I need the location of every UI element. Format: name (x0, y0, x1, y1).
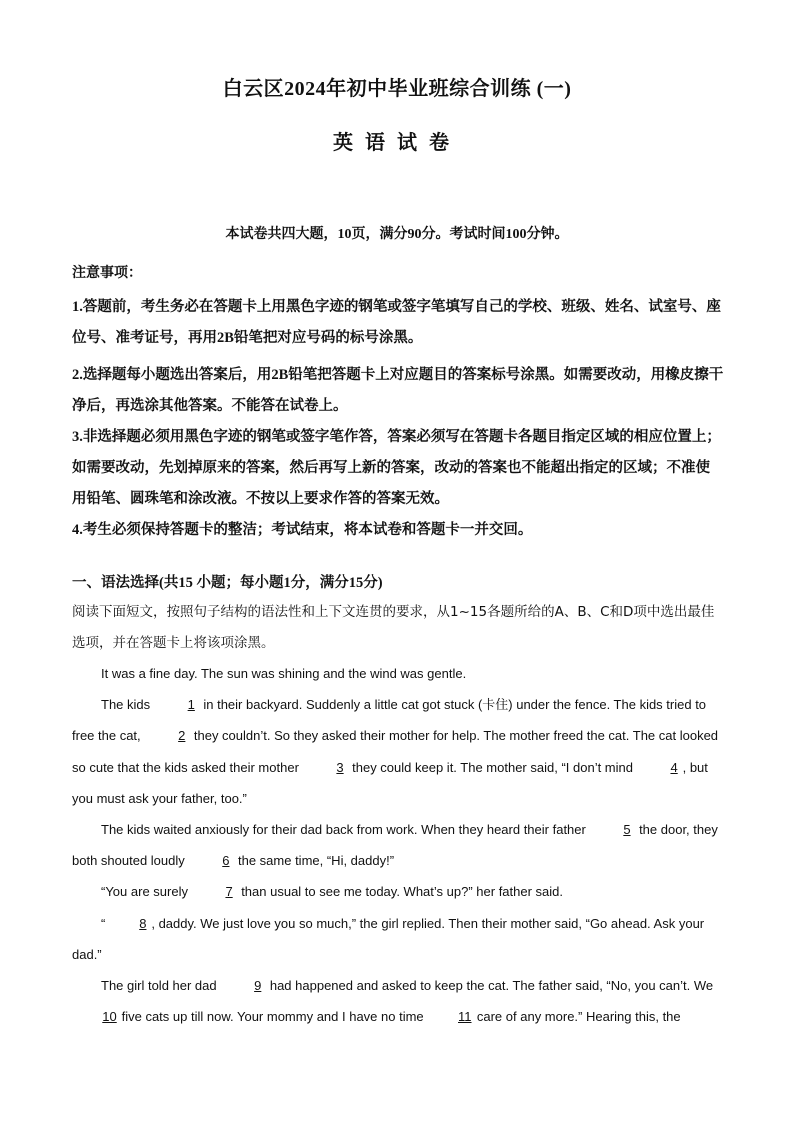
blank-3: 3 (336, 759, 344, 775)
blank-6: 6 (222, 853, 230, 869)
passage-text: in their backyard. Suddenly a little cat got stuck (卡住) under the fence. The kids tried to free the cat, (72, 697, 707, 744)
passage-text: The girl told her dad (101, 978, 221, 994)
passage-paragraph-2 (72, 689, 732, 814)
passage-text: than usual to see me today. What’s up?” her father said. (237, 884, 564, 900)
passage-text: “You are surely (101, 884, 192, 900)
blank-10: 10 (102, 1009, 117, 1025)
notice-heading: 注意事项： (72, 266, 142, 281)
passage-paragraph-5 (72, 908, 732, 970)
exam-title: 白云区2024年初中毕业班综合训练 (一) (222, 78, 572, 100)
passage-text: , but you must ask your father, too.” (72, 759, 708, 806)
blank-4: 4 (670, 759, 678, 775)
passage-text: the door, they both shouted loudly (72, 822, 718, 869)
passage-paragraph-6 (72, 970, 732, 1032)
notice-item-3: 3.非选择题必须用黑色字迹的钢笔或签字笔作答，答案必须写在答题卡各题目指定区域的相应位置上；如需要改动，先划掉原来的答案，然后再写上新的答案，改动的答案也不能超出指定的区域；不准使用铅笔、圆珠笔和涂改液。不按以上要求作答的答案无效。 (72, 429, 721, 507)
notice-item-4: 4.考生必须保持答题卡的整洁；考试结束，将本试卷和答题卡一并交回。 (72, 522, 533, 538)
passage-text: five cats up till now. Your mommy and I have no time (118, 1009, 428, 1025)
passage-text: had happened and asked to keep the cat. The father said, “No, you can’t. We (266, 978, 714, 994)
exam-subtitle: 英语试卷 (333, 132, 461, 154)
passage-text: they couldn’t. So they asked their mother for help. The mother freed the cat. The cat looked so cute that the kids asked their mother (72, 728, 719, 775)
passage-text: care of any more.” Hearing this, the (473, 1009, 681, 1025)
passage-text: they could keep it. The mother said, “I don’t mind (348, 759, 637, 775)
passage-paragraph-4 (72, 876, 732, 907)
passage-text: The kids (101, 697, 154, 713)
blank-8: 8 (139, 915, 147, 931)
blank-1: 1 (187, 697, 195, 713)
blank-11: 11 (458, 1009, 472, 1025)
blank-9: 9 (254, 978, 262, 994)
passage-text: The kids waited anxiously for their dad back from work. When they heard their father (101, 822, 590, 838)
passage-text: , daddy. We just love you so much,” the girl replied. Then their mother said, “Go ahead. Ask your dad.” (72, 915, 705, 962)
passage-paragraph-1: It was a fine day. The sun was shining and the wind was gentle. (101, 666, 467, 681)
blank-2: 2 (178, 728, 186, 744)
reading-passage (72, 658, 732, 1032)
blank-5: 5 (623, 822, 631, 838)
passage-paragraph-3 (72, 814, 732, 876)
passage-text: the same time, “Hi, daddy!” (234, 853, 395, 869)
passage-text: “ (101, 915, 106, 931)
notice-item-2: 2.选择题每小题选出答案后，用2B铅笔把答题卡上对应题目的答案标号涂黑。如需要改动，用橡皮擦干净后，再选涂其他答案。不能答在试卷上。 (72, 367, 724, 414)
section-1-heading: 一、语法选择(共15 小题；每小题1分，满分15分) (72, 575, 383, 591)
blank-7: 7 (225, 884, 233, 900)
exam-summary: 本试卷共四大题，10页，满分90分。考试时间100分钟。 (225, 227, 569, 242)
section-1-instruction: 阅读下面短文，按照句子结构的语法性和上下文连贯的要求，从1~15各题所给的A、B、C和D项中选出最佳选项，并在答题卡上将该项涂黑。 (72, 604, 715, 651)
notice-item-1: 1.答题前，考生务必在答题卡上用黑色字迹的钢笔或签字笔填写自己的学校、班级、姓名、试室号、座位号、准考证号，再用2B铅笔把对应号码的标号涂黑。 (72, 299, 721, 346)
